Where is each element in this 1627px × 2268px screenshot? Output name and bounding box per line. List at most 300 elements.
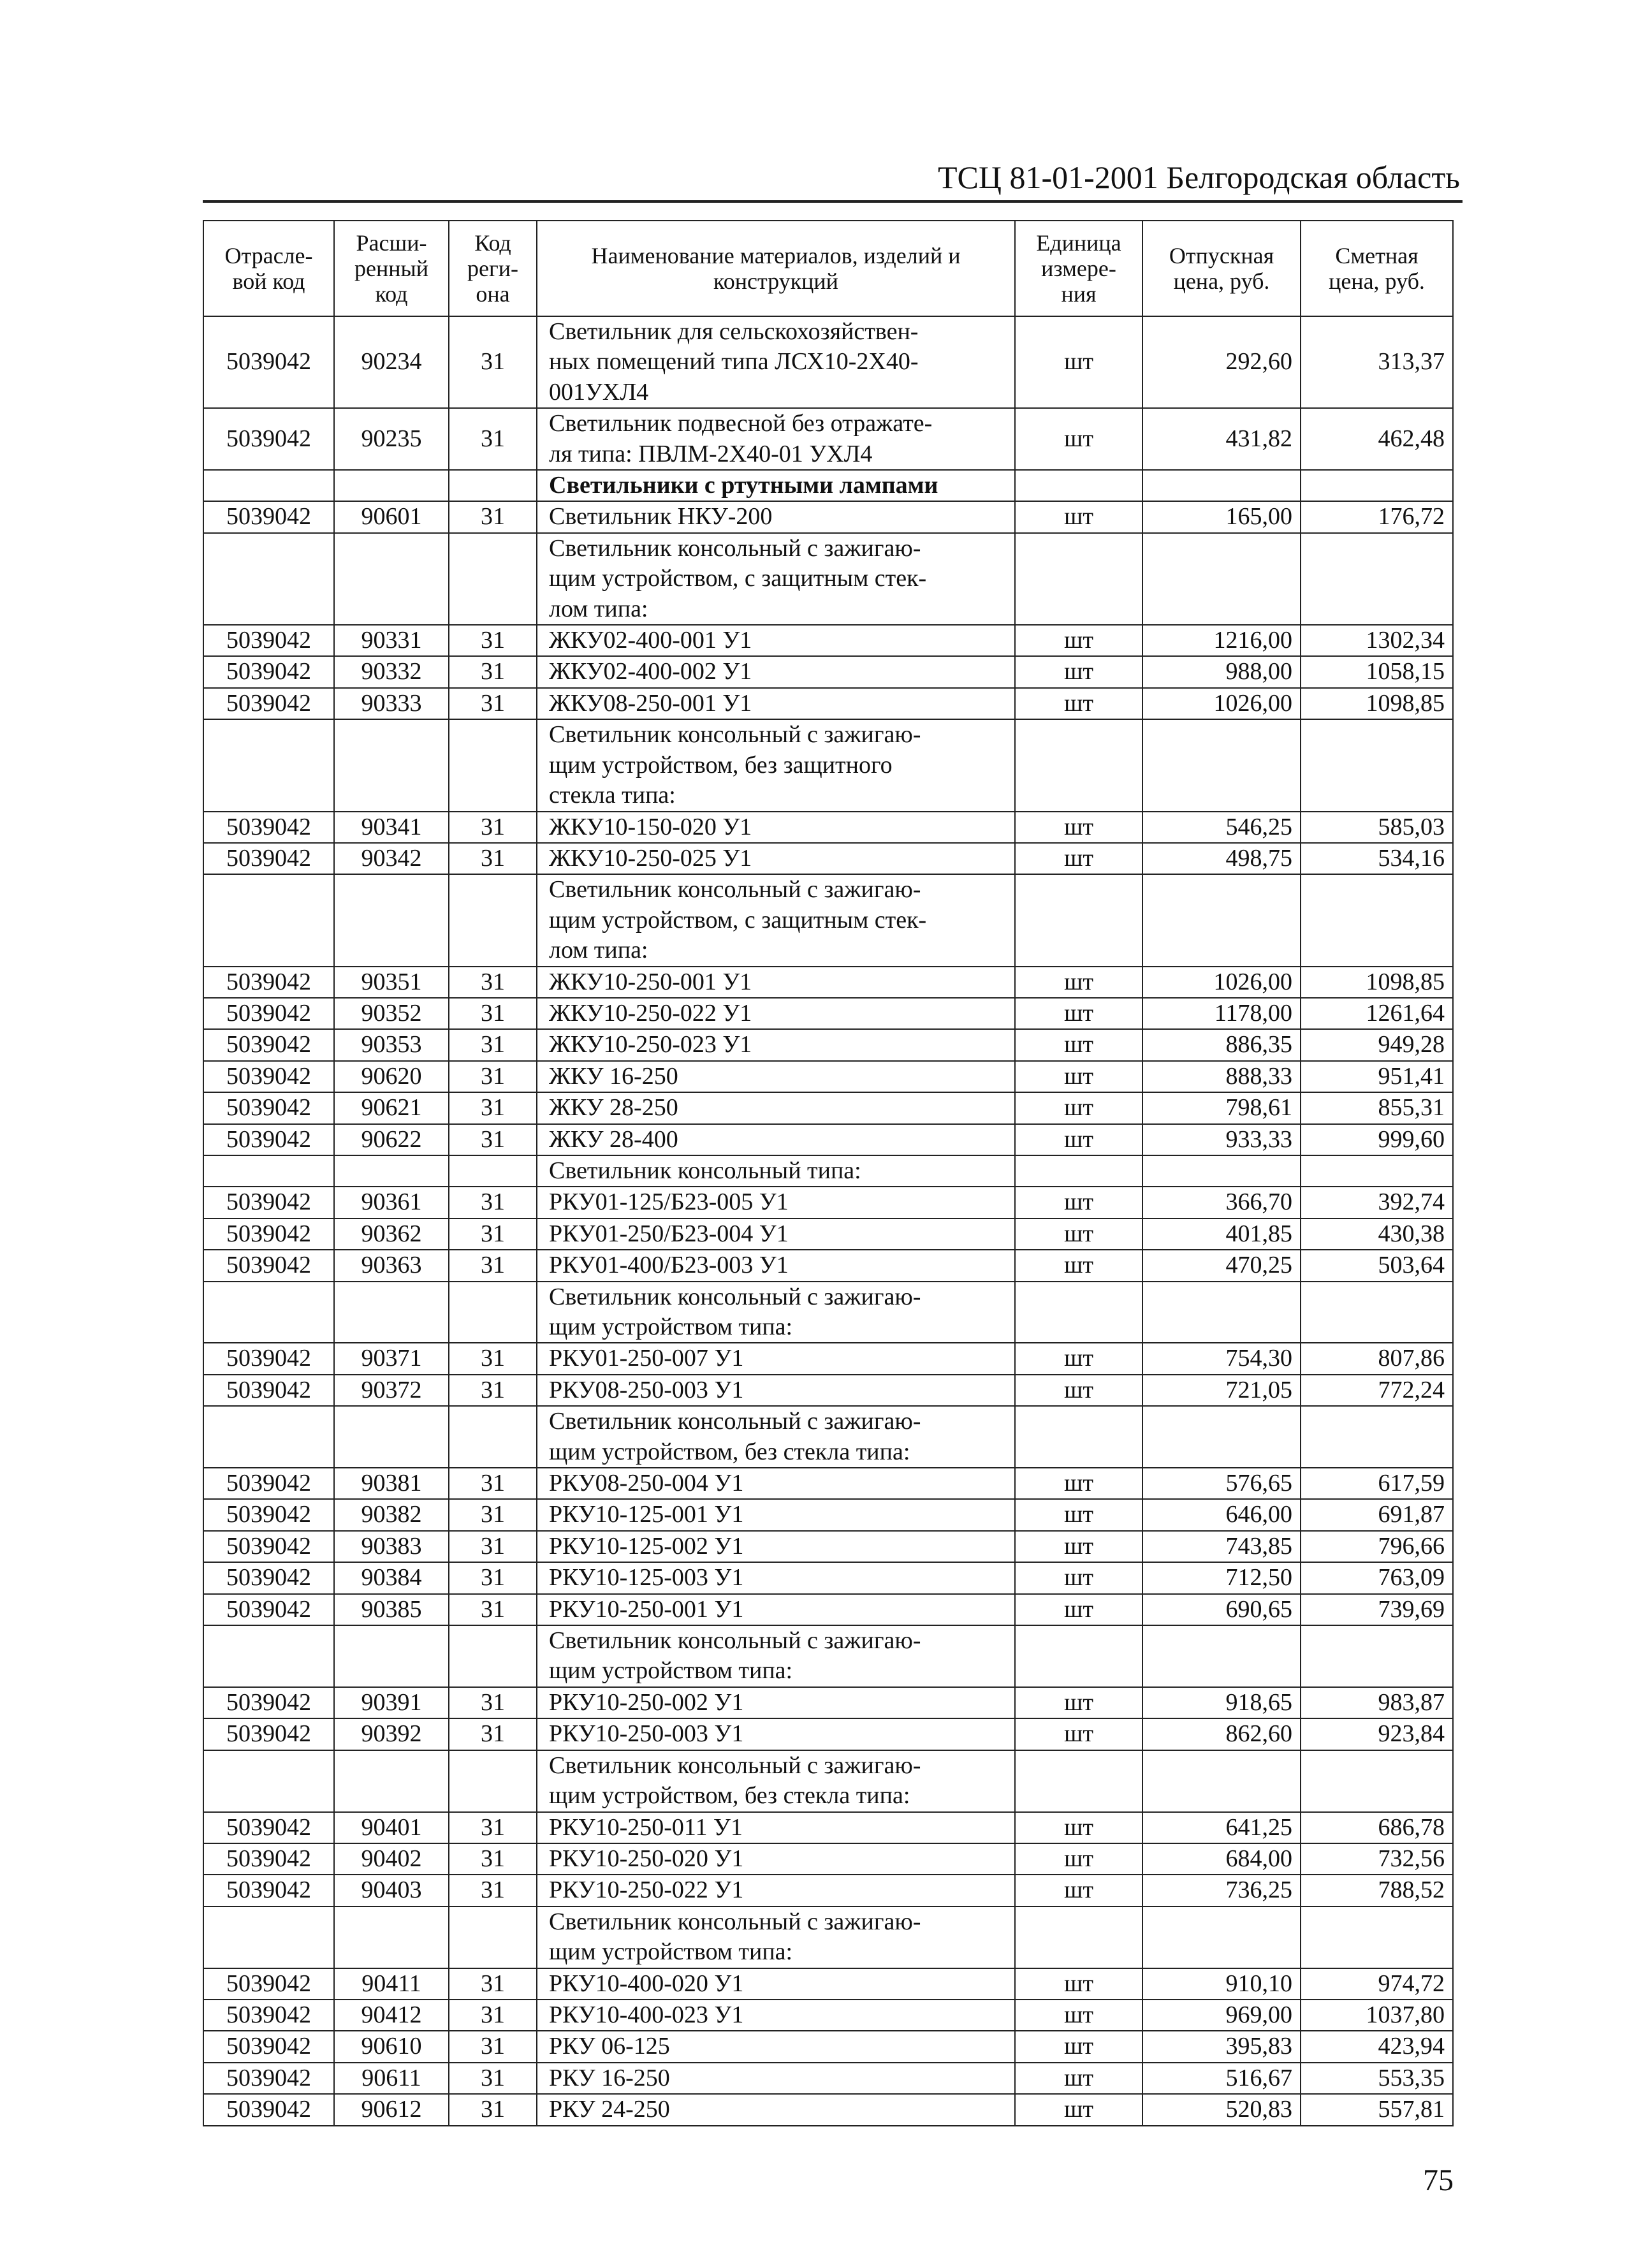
cell-industry-code: 5039042 xyxy=(203,1029,334,1060)
cell-material-name: Светильники с ртутными лампами xyxy=(537,470,1015,501)
cell-release-price: 933,33 xyxy=(1142,1124,1301,1155)
cell-unit: шт xyxy=(1015,1875,1142,1906)
cell-estimate-price: 949,28 xyxy=(1301,1029,1453,1060)
table-row xyxy=(203,1531,1453,1562)
cell-material-name: Светильник консольный с зажигаю- щим устройством, с защитным стек- лом типа: xyxy=(537,874,1015,966)
cell-material-name: ЖКУ 16-250 xyxy=(537,1061,1015,1092)
cell-estimate-price: 1098,85 xyxy=(1301,967,1453,998)
cell-industry-code: 5039042 xyxy=(203,1250,334,1281)
cell-release-price: 401,85 xyxy=(1142,1218,1301,1250)
cell-release-price: 886,35 xyxy=(1142,1029,1301,1060)
cell-estimate-price xyxy=(1301,719,1453,811)
cell-industry-code: 5039042 xyxy=(203,1968,334,2000)
cell-unit: шт xyxy=(1015,1562,1142,1593)
cell-industry-code: 5039042 xyxy=(203,1343,334,1374)
cell-industry-code: 5039042 xyxy=(203,316,334,408)
cell-industry-code: 5039042 xyxy=(203,408,334,470)
cell-industry-code: 5039042 xyxy=(203,1061,334,1092)
cell-estimate-price: 983,87 xyxy=(1301,1687,1453,1718)
cell-industry-code xyxy=(203,1625,334,1687)
cell-extended-code: 90391 xyxy=(334,1687,449,1718)
cell-estimate-price: 557,81 xyxy=(1301,2094,1453,2125)
cell-region-code xyxy=(449,533,537,625)
cell-release-price: 431,82 xyxy=(1142,408,1301,470)
header-extended-code: Расши- ренный код xyxy=(334,221,449,316)
cell-unit: шт xyxy=(1015,316,1142,408)
header-estimate-price: Сметная цена, руб. xyxy=(1301,221,1453,316)
cell-estimate-price: 534,16 xyxy=(1301,843,1453,874)
cell-unit: шт xyxy=(1015,1687,1142,1718)
cell-region-code: 31 xyxy=(449,2063,537,2094)
cell-release-price: 1178,00 xyxy=(1142,998,1301,1029)
cell-unit xyxy=(1015,1282,1142,1343)
cell-unit xyxy=(1015,1625,1142,1687)
cell-unit: шт xyxy=(1015,1531,1142,1562)
cell-material-name: ЖКУ 28-250 xyxy=(537,1092,1015,1123)
header-rule xyxy=(203,200,1463,203)
cell-unit: шт xyxy=(1015,998,1142,1029)
cell-industry-code: 5039042 xyxy=(203,2031,334,2062)
cell-material-name: ЖКУ10-250-025 У1 xyxy=(537,843,1015,874)
cell-extended-code: 90610 xyxy=(334,2031,449,2062)
cell-material-name: Светильник консольный с зажигаю- щим устройством типа: xyxy=(537,1906,1015,1968)
cell-extended-code xyxy=(334,1406,449,1468)
cell-extended-code: 90411 xyxy=(334,1968,449,2000)
cell-estimate-price: 503,64 xyxy=(1301,1250,1453,1281)
table-header-row xyxy=(203,221,1453,316)
cell-estimate-price xyxy=(1301,1406,1453,1468)
cell-extended-code: 90385 xyxy=(334,1594,449,1625)
table-row xyxy=(203,1061,1453,1092)
cell-estimate-price: 686,78 xyxy=(1301,1812,1453,1843)
cell-industry-code: 5039042 xyxy=(203,1218,334,1250)
cell-unit: шт xyxy=(1015,1499,1142,1530)
cell-extended-code xyxy=(334,1155,449,1187)
cell-material-name: РКУ10-125-002 У1 xyxy=(537,1531,1015,1562)
cell-material-name: ЖКУ08-250-001 У1 xyxy=(537,688,1015,719)
cell-extended-code: 90382 xyxy=(334,1499,449,1530)
cell-estimate-price: 1261,64 xyxy=(1301,998,1453,1029)
cell-release-price xyxy=(1142,1625,1301,1687)
table-row xyxy=(203,316,1453,408)
cell-region-code: 31 xyxy=(449,316,537,408)
cell-region-code: 31 xyxy=(449,1343,537,1374)
cell-industry-code: 5039042 xyxy=(203,1875,334,1906)
cell-estimate-price: 732,56 xyxy=(1301,1843,1453,1875)
cell-estimate-price: 1037,80 xyxy=(1301,2000,1453,2031)
cell-unit: шт xyxy=(1015,1812,1142,1843)
cell-industry-code: 5039042 xyxy=(203,1375,334,1406)
cell-release-price: 1026,00 xyxy=(1142,967,1301,998)
cell-release-price xyxy=(1142,1155,1301,1187)
cell-unit: шт xyxy=(1015,1343,1142,1374)
cell-estimate-price xyxy=(1301,1906,1453,1968)
cell-material-name: РКУ08-250-003 У1 xyxy=(537,1375,1015,1406)
cell-region-code: 31 xyxy=(449,1562,537,1593)
cell-estimate-price: 176,72 xyxy=(1301,501,1453,532)
cell-release-price: 516,67 xyxy=(1142,2063,1301,2094)
cell-region-code: 31 xyxy=(449,408,537,470)
cell-extended-code: 90331 xyxy=(334,625,449,656)
cell-unit: шт xyxy=(1015,1187,1142,1218)
cell-industry-code: 5039042 xyxy=(203,812,334,843)
cell-region-code xyxy=(449,470,537,501)
cell-region-code: 31 xyxy=(449,1061,537,1092)
cell-unit: шт xyxy=(1015,1375,1142,1406)
cell-unit: шт xyxy=(1015,2000,1142,2031)
cell-estimate-price: 772,24 xyxy=(1301,1375,1453,1406)
table-row xyxy=(203,1875,1453,1906)
header-unit: Единица измере- ния xyxy=(1015,221,1142,316)
header-industry-code: Отрасле- вой код xyxy=(203,221,334,316)
cell-material-name: РКУ10-125-003 У1 xyxy=(537,1562,1015,1593)
cell-unit xyxy=(1015,874,1142,966)
cell-industry-code: 5039042 xyxy=(203,625,334,656)
cell-material-name: РКУ10-250-020 У1 xyxy=(537,1843,1015,1875)
table-row xyxy=(203,533,1453,625)
table-row xyxy=(203,1282,1453,1343)
cell-unit: шт xyxy=(1015,1061,1142,1092)
cell-industry-code: 5039042 xyxy=(203,998,334,1029)
document-header-title: ТСЦ 81-01-2001 Белгородская область xyxy=(937,159,1460,195)
page-number: 75 xyxy=(1423,2163,1454,2197)
cell-material-name: Светильник консольный с зажигаю- щим устройством типа: xyxy=(537,1282,1015,1343)
cell-release-price: 165,00 xyxy=(1142,501,1301,532)
cell-industry-code: 5039042 xyxy=(203,843,334,874)
cell-estimate-price xyxy=(1301,874,1453,966)
cell-material-name: Светильник консольный с зажигаю- щим устройством, без защитного стекла типа: xyxy=(537,719,1015,811)
cell-extended-code: 90372 xyxy=(334,1375,449,1406)
cell-release-price xyxy=(1142,874,1301,966)
cell-estimate-price: 553,35 xyxy=(1301,2063,1453,2094)
cell-region-code: 31 xyxy=(449,1687,537,1718)
table-row xyxy=(203,1843,1453,1875)
cell-material-name: Светильник подвесной без отражате- ля типа: ПВЛМ-2Х40-01 УХЛ4 xyxy=(537,408,1015,470)
cell-release-price: 470,25 xyxy=(1142,1250,1301,1281)
cell-extended-code xyxy=(334,719,449,811)
cell-material-name: РКУ 16-250 xyxy=(537,2063,1015,2094)
cell-unit: шт xyxy=(1015,1029,1142,1060)
cell-region-code xyxy=(449,1406,537,1468)
cell-estimate-price: 796,66 xyxy=(1301,1531,1453,1562)
cell-unit: шт xyxy=(1015,1218,1142,1250)
table-row xyxy=(203,1343,1453,1374)
cell-region-code: 31 xyxy=(449,1187,537,1218)
cell-industry-code: 5039042 xyxy=(203,1499,334,1530)
cell-region-code: 31 xyxy=(449,1124,537,1155)
table-row xyxy=(203,688,1453,719)
cell-extended-code: 90402 xyxy=(334,1843,449,1875)
table-row xyxy=(203,1812,1453,1843)
cell-extended-code: 90392 xyxy=(334,1718,449,1750)
cell-material-name: РКУ01-125/Б23-005 У1 xyxy=(537,1187,1015,1218)
cell-extended-code: 90401 xyxy=(334,1812,449,1843)
cell-release-price xyxy=(1142,1906,1301,1968)
cell-release-price: 743,85 xyxy=(1142,1531,1301,1562)
cell-material-name: Светильник консольный с зажигаю- щим устройством, без стекла типа: xyxy=(537,1406,1015,1468)
cell-extended-code: 90342 xyxy=(334,843,449,874)
table-row xyxy=(203,1625,1453,1687)
cell-region-code: 31 xyxy=(449,843,537,874)
cell-extended-code: 90353 xyxy=(334,1029,449,1060)
cell-unit: шт xyxy=(1015,501,1142,532)
cell-release-price: 641,25 xyxy=(1142,1812,1301,1843)
cell-estimate-price: 392,74 xyxy=(1301,1187,1453,1218)
cell-material-name: РКУ01-250-007 У1 xyxy=(537,1343,1015,1374)
cell-region-code: 31 xyxy=(449,2094,537,2125)
cell-industry-code: 5039042 xyxy=(203,2063,334,2094)
cell-extended-code xyxy=(334,1906,449,1968)
cell-extended-code: 90235 xyxy=(334,408,449,470)
cell-release-price xyxy=(1142,470,1301,501)
cell-extended-code: 90403 xyxy=(334,1875,449,1906)
cell-release-price: 988,00 xyxy=(1142,656,1301,687)
cell-unit: шт xyxy=(1015,1718,1142,1750)
table-row xyxy=(203,1124,1453,1155)
cell-material-name: РКУ10-125-001 У1 xyxy=(537,1499,1015,1530)
cell-extended-code: 90361 xyxy=(334,1187,449,1218)
cell-region-code: 31 xyxy=(449,501,537,532)
cell-unit: шт xyxy=(1015,967,1142,998)
cell-unit: шт xyxy=(1015,2094,1142,2125)
table-row xyxy=(203,1687,1453,1718)
cell-extended-code xyxy=(334,1750,449,1812)
cell-release-price xyxy=(1142,1282,1301,1343)
table-row xyxy=(203,501,1453,532)
cell-region-code: 31 xyxy=(449,1718,537,1750)
cell-extended-code xyxy=(334,1625,449,1687)
cell-unit: шт xyxy=(1015,2063,1142,2094)
table-row xyxy=(203,998,1453,1029)
cell-material-name: РКУ10-250-011 У1 xyxy=(537,1812,1015,1843)
cell-release-price: 520,83 xyxy=(1142,2094,1301,2125)
cell-release-price: 798,61 xyxy=(1142,1092,1301,1123)
cell-release-price: 721,05 xyxy=(1142,1375,1301,1406)
cell-estimate-price: 617,59 xyxy=(1301,1468,1453,1499)
table-row xyxy=(203,1718,1453,1750)
cell-material-name: РКУ10-250-001 У1 xyxy=(537,1594,1015,1625)
cell-extended-code: 90620 xyxy=(334,1061,449,1092)
cell-industry-code: 5039042 xyxy=(203,1187,334,1218)
cell-unit xyxy=(1015,1155,1142,1187)
cell-material-name: РКУ08-250-004 У1 xyxy=(537,1468,1015,1499)
cell-extended-code: 90341 xyxy=(334,812,449,843)
cell-material-name: Светильник консольный с зажигаю- щим устройством, с защитным стек- лом типа: xyxy=(537,533,1015,625)
cell-material-name: РКУ10-250-002 У1 xyxy=(537,1687,1015,1718)
cell-region-code: 31 xyxy=(449,1375,537,1406)
cell-release-price: 366,70 xyxy=(1142,1187,1301,1218)
cell-industry-code xyxy=(203,533,334,625)
cell-industry-code xyxy=(203,1282,334,1343)
cell-unit: шт xyxy=(1015,2031,1142,2062)
cell-extended-code: 90332 xyxy=(334,656,449,687)
cell-region-code xyxy=(449,1906,537,1968)
table-row xyxy=(203,1092,1453,1123)
cell-estimate-price: 807,86 xyxy=(1301,1343,1453,1374)
cell-extended-code: 90351 xyxy=(334,967,449,998)
cell-unit xyxy=(1015,1906,1142,1968)
cell-unit: шт xyxy=(1015,812,1142,843)
cell-unit xyxy=(1015,470,1142,501)
cell-estimate-price: 788,52 xyxy=(1301,1875,1453,1906)
cell-region-code: 31 xyxy=(449,967,537,998)
cell-unit: шт xyxy=(1015,656,1142,687)
cell-industry-code: 5039042 xyxy=(203,1812,334,1843)
cell-region-code: 31 xyxy=(449,1843,537,1875)
cell-region-code xyxy=(449,719,537,811)
table-row xyxy=(203,843,1453,874)
cell-industry-code xyxy=(203,1750,334,1812)
table-row xyxy=(203,625,1453,656)
cell-region-code: 31 xyxy=(449,1531,537,1562)
cell-industry-code: 5039042 xyxy=(203,967,334,998)
cell-industry-code xyxy=(203,1906,334,1968)
cell-unit: шт xyxy=(1015,625,1142,656)
cell-unit: шт xyxy=(1015,843,1142,874)
cell-region-code: 31 xyxy=(449,1468,537,1499)
cell-extended-code xyxy=(334,1282,449,1343)
cell-industry-code: 5039042 xyxy=(203,688,334,719)
table-row xyxy=(203,1218,1453,1250)
cell-extended-code: 90333 xyxy=(334,688,449,719)
cell-industry-code: 5039042 xyxy=(203,501,334,532)
cell-industry-code: 5039042 xyxy=(203,1562,334,1593)
cell-region-code: 31 xyxy=(449,1875,537,1906)
cell-extended-code: 90381 xyxy=(334,1468,449,1499)
cell-region-code xyxy=(449,1155,537,1187)
cell-material-name: РКУ10-400-023 У1 xyxy=(537,2000,1015,2031)
cell-estimate-price xyxy=(1301,1155,1453,1187)
cell-material-name: Светильник консольный с зажигаю- щим устройством типа: xyxy=(537,1625,1015,1687)
cell-estimate-price: 1098,85 xyxy=(1301,688,1453,719)
cell-release-price: 1026,00 xyxy=(1142,688,1301,719)
cell-industry-code: 5039042 xyxy=(203,2094,334,2125)
cell-material-name: РКУ 24-250 xyxy=(537,2094,1015,2125)
price-table xyxy=(203,220,1454,2126)
cell-material-name: Светильник для сельскохозяйствен- ных помещений типа ЛСХ10-2Х40- 001УХЛ4 xyxy=(537,316,1015,408)
cell-estimate-price: 691,87 xyxy=(1301,1499,1453,1530)
cell-estimate-price: 462,48 xyxy=(1301,408,1453,470)
cell-unit: шт xyxy=(1015,688,1142,719)
cell-region-code: 31 xyxy=(449,1499,537,1530)
cell-extended-code: 90362 xyxy=(334,1218,449,1250)
cell-release-price: 395,83 xyxy=(1142,2031,1301,2062)
cell-estimate-price: 423,94 xyxy=(1301,2031,1453,2062)
cell-region-code: 31 xyxy=(449,1092,537,1123)
cell-extended-code: 90622 xyxy=(334,1124,449,1155)
cell-industry-code: 5039042 xyxy=(203,1843,334,1875)
cell-unit: шт xyxy=(1015,1968,1142,2000)
table-row xyxy=(203,812,1453,843)
cell-release-price: 690,65 xyxy=(1142,1594,1301,1625)
table-row xyxy=(203,1029,1453,1060)
cell-extended-code xyxy=(334,470,449,501)
cell-unit: шт xyxy=(1015,1124,1142,1155)
cell-release-price: 646,00 xyxy=(1142,1499,1301,1530)
cell-release-price: 684,00 xyxy=(1142,1843,1301,1875)
cell-material-name: Светильник консольный типа: xyxy=(537,1155,1015,1187)
cell-region-code: 31 xyxy=(449,1594,537,1625)
cell-material-name: ЖКУ10-150-020 У1 xyxy=(537,812,1015,843)
table-row xyxy=(203,719,1453,811)
cell-region-code: 31 xyxy=(449,656,537,687)
group-heading-row xyxy=(203,470,1453,501)
cell-unit xyxy=(1015,1406,1142,1468)
cell-release-price: 736,25 xyxy=(1142,1875,1301,1906)
cell-extended-code: 90612 xyxy=(334,2094,449,2125)
cell-extended-code: 90384 xyxy=(334,1562,449,1593)
cell-region-code: 31 xyxy=(449,998,537,1029)
cell-release-price: 888,33 xyxy=(1142,1061,1301,1092)
cell-region-code xyxy=(449,1750,537,1812)
cell-extended-code: 90611 xyxy=(334,2063,449,2094)
cell-industry-code xyxy=(203,874,334,966)
table-row xyxy=(203,1906,1453,1968)
cell-region-code: 31 xyxy=(449,1250,537,1281)
table-row xyxy=(203,656,1453,687)
table-row xyxy=(203,1499,1453,1530)
cell-unit: шт xyxy=(1015,408,1142,470)
cell-unit: шт xyxy=(1015,1843,1142,1875)
header-release-price: Отпускная цена, руб. xyxy=(1142,221,1301,316)
table-row xyxy=(203,1594,1453,1625)
cell-material-name: РКУ01-400/Б23-003 У1 xyxy=(537,1250,1015,1281)
table-row xyxy=(203,2094,1453,2125)
table-row xyxy=(203,2031,1453,2062)
cell-material-name: РКУ01-250/Б23-004 У1 xyxy=(537,1218,1015,1250)
cell-estimate-price: 855,31 xyxy=(1301,1092,1453,1123)
header-region-code: Код реги- она xyxy=(449,221,537,316)
cell-estimate-price: 430,38 xyxy=(1301,1218,1453,1250)
cell-region-code: 31 xyxy=(449,625,537,656)
cell-release-price: 546,25 xyxy=(1142,812,1301,843)
cell-estimate-price: 585,03 xyxy=(1301,812,1453,843)
cell-release-price xyxy=(1142,719,1301,811)
cell-extended-code: 90352 xyxy=(334,998,449,1029)
cell-region-code xyxy=(449,1625,537,1687)
cell-estimate-price: 974,72 xyxy=(1301,1968,1453,2000)
cell-unit xyxy=(1015,719,1142,811)
cell-region-code: 31 xyxy=(449,2000,537,2031)
cell-estimate-price xyxy=(1301,470,1453,501)
cell-region-code: 31 xyxy=(449,1218,537,1250)
cell-industry-code: 5039042 xyxy=(203,2000,334,2031)
cell-estimate-price: 951,41 xyxy=(1301,1061,1453,1092)
cell-material-name: ЖКУ10-250-023 У1 xyxy=(537,1029,1015,1060)
table-row xyxy=(203,1750,1453,1812)
cell-extended-code: 90371 xyxy=(334,1343,449,1374)
table-row xyxy=(203,1406,1453,1468)
table-row xyxy=(203,1968,1453,2000)
cell-extended-code xyxy=(334,533,449,625)
cell-material-name: РКУ 06-125 xyxy=(537,2031,1015,2062)
cell-region-code: 31 xyxy=(449,812,537,843)
table-row xyxy=(203,2063,1453,2094)
cell-release-price xyxy=(1142,533,1301,625)
table-row xyxy=(203,1562,1453,1593)
table-row xyxy=(203,874,1453,966)
cell-industry-code: 5039042 xyxy=(203,1468,334,1499)
cell-region-code: 31 xyxy=(449,688,537,719)
cell-material-name: ЖКУ02-400-001 У1 xyxy=(537,625,1015,656)
cell-unit: шт xyxy=(1015,1092,1142,1123)
cell-unit: шт xyxy=(1015,1594,1142,1625)
cell-release-price xyxy=(1142,1750,1301,1812)
cell-industry-code: 5039042 xyxy=(203,1718,334,1750)
cell-estimate-price: 739,69 xyxy=(1301,1594,1453,1625)
cell-extended-code: 90363 xyxy=(334,1250,449,1281)
cell-region-code xyxy=(449,1282,537,1343)
